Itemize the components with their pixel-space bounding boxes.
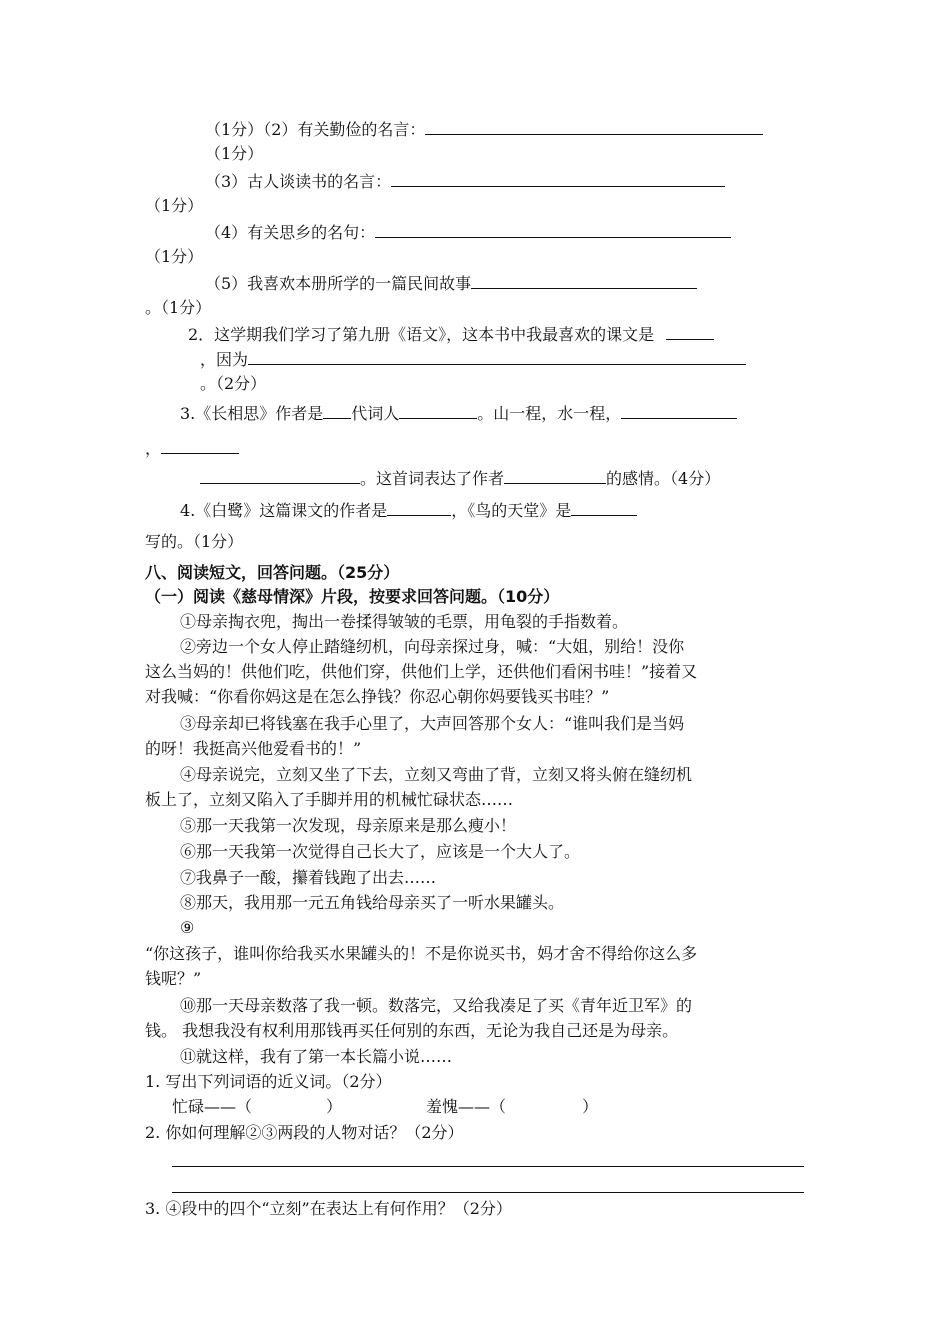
question-1-word1 (172, 1096, 342, 1118)
passage-line: ②旁边一个女人停止踏缝纫机，向母亲探过身，喊：“大姐，别给！没你 (180, 637, 685, 656)
answer-blank[interactable] (375, 221, 731, 238)
answer-blank[interactable] (621, 402, 737, 419)
question-2-title: 2. 你如何理解②③两段的人物对话？（2分） (145, 1123, 464, 1142)
word2-label: 羞愧——（ (426, 1097, 507, 1116)
passage-line: 对我喊：“你看你妈这是在怎么挣钱？你忍心朝你妈要钱买书哇？” (145, 687, 610, 706)
part5-text: （5）我喜欢本册所学的一篇民间故事 (205, 274, 472, 293)
q1-part4-score: （1分） (145, 247, 204, 266)
close-paren: ） (582, 1097, 599, 1116)
part4-text: （4）有关思乡的名句： (205, 223, 376, 242)
passage-line: ④母亲说完，立刻又坐了下去，立刻又弯曲了背，立刻又将头俯在缝纫机 (180, 765, 693, 784)
answer-blank[interactable] (200, 467, 360, 484)
q4-text-a: 4.《白鹭》这篇课文的作者是 (180, 501, 388, 520)
q2-line-b (200, 348, 746, 371)
passage-line: ⑦我鼻子一酸，攥着钱跑了出去…… (180, 868, 437, 887)
q3-text-c: 。山一程，水一程， (477, 404, 622, 423)
q4-text-b: ，《鸟的天堂》是 (451, 501, 572, 520)
passage-line: ⑥那一天我第一次觉得自己长大了，应该是一个大人了。 (180, 842, 581, 861)
passage-line: ⑤那一天我第一次发现，母亲原来是那么瘦小！ (180, 816, 517, 835)
answer-blank[interactable] (399, 402, 477, 419)
q1-part5-line (205, 272, 697, 295)
answer-blank[interactable] (248, 348, 746, 365)
passage-line: 板上了，立刻又陷入了手脚并用的机械忙碌状态…… (145, 790, 514, 809)
score-prefix: （1分） (205, 120, 264, 139)
passage-line: 这么当妈的！供他们吃，供他们穿，供他们上学，还供他们看闲书哇！”接着又 (145, 662, 698, 681)
q3-text-d: ， (145, 439, 162, 458)
q2-line-c: 。（2分） (200, 374, 267, 393)
q1-part3-score: （1分） (145, 196, 204, 215)
passage-line: 钱呢？” (145, 969, 202, 988)
q1-part4-line (205, 221, 731, 244)
passage-line: ⑩那一天母亲数落了我一顿。数落完，又给我凑足了买《青年近卫军》的 (180, 996, 693, 1015)
section-heading: 八、阅读短文，回答问题。（25分） (145, 563, 400, 582)
q1-part3-line (205, 170, 725, 193)
answer-blank[interactable] (323, 402, 351, 419)
question-1-word2 (426, 1096, 598, 1118)
question-3-title: 3. ④段中的四个“立刻”在表达上有何作用？（2分） (145, 1199, 512, 1218)
q1-part5-score: 。（1分） (145, 298, 212, 317)
question-1-title: 1. 写出下列词语的近义词。（2分） (145, 1072, 392, 1091)
q3-line-d (145, 437, 239, 460)
q1-part2-line (205, 118, 763, 141)
answer-blank[interactable] (571, 499, 637, 516)
word1-label: 忙碌——（ (172, 1097, 253, 1116)
answer-blank[interactable] (471, 272, 697, 289)
passage-line: 的呀！我挺高兴他爱看书的！” (145, 739, 362, 758)
passage-heading: （一）阅读《慈母情深》片段，按要求回答问题。（10分） (145, 587, 560, 606)
close-paren: ） (326, 1097, 343, 1116)
passage-line: 钱。 我想我没有权利用那钱再买任何别的东西，无论为我自己还是为母亲。 (145, 1021, 679, 1040)
passage-line: ⑪就这样，我有了第一本长篇小说…… (180, 1047, 453, 1066)
q4-line-c: 写的。（1分） (145, 532, 244, 551)
answer-line[interactable] (172, 1166, 804, 1167)
passage-line: “你这孩子，谁叫你给我买水果罐头的！不是你说买书，妈才舍不得给你这么多 (145, 944, 698, 963)
passage-line: ⑨ (180, 918, 195, 937)
answer-blank[interactable] (391, 170, 725, 187)
answer-blank[interactable] (504, 467, 606, 484)
q4-line-a (180, 499, 637, 522)
passage-line: ①母亲掏衣兜，掏出一卷揉得皱皱的毛票，用龟裂的手指数着。 (180, 612, 629, 631)
answer-line[interactable] (172, 1192, 804, 1193)
q3-text-b: 代词人 (351, 404, 400, 423)
part3-text: （3）古人谈读书的名言： (205, 172, 392, 191)
part2-text: （2）有关勤俭的名言： (263, 120, 426, 139)
q1-part2-score: （1分） (205, 144, 264, 163)
q3-text-a: 3.《长相思》作者是 (180, 404, 324, 423)
q2-line-a (188, 323, 714, 346)
q2-text-b: ，因为 (200, 350, 249, 369)
passage-line: ③母亲却已将钱塞在我手心里了，大声回答那个女人：“谁叫我们是当妈 (180, 714, 685, 733)
q3-text-e: 。这首词表达了作者 (360, 469, 505, 488)
answer-blank[interactable] (425, 118, 763, 135)
q3-text-f: 的感情。（4分） (606, 469, 721, 488)
answer-blank[interactable] (161, 437, 239, 454)
answer-blank[interactable] (387, 499, 451, 516)
answer-blank[interactable] (666, 323, 714, 340)
q2-text-a: 2．这学期我们学习了第九册《语文》，这本书中我最喜欢的课文是 (188, 325, 655, 344)
q3-line-e (200, 467, 720, 490)
q3-line-a (180, 402, 737, 425)
passage-line: ⑧那天，我用那一元五角钱给母亲买了一听水果罐头。 (180, 893, 565, 912)
